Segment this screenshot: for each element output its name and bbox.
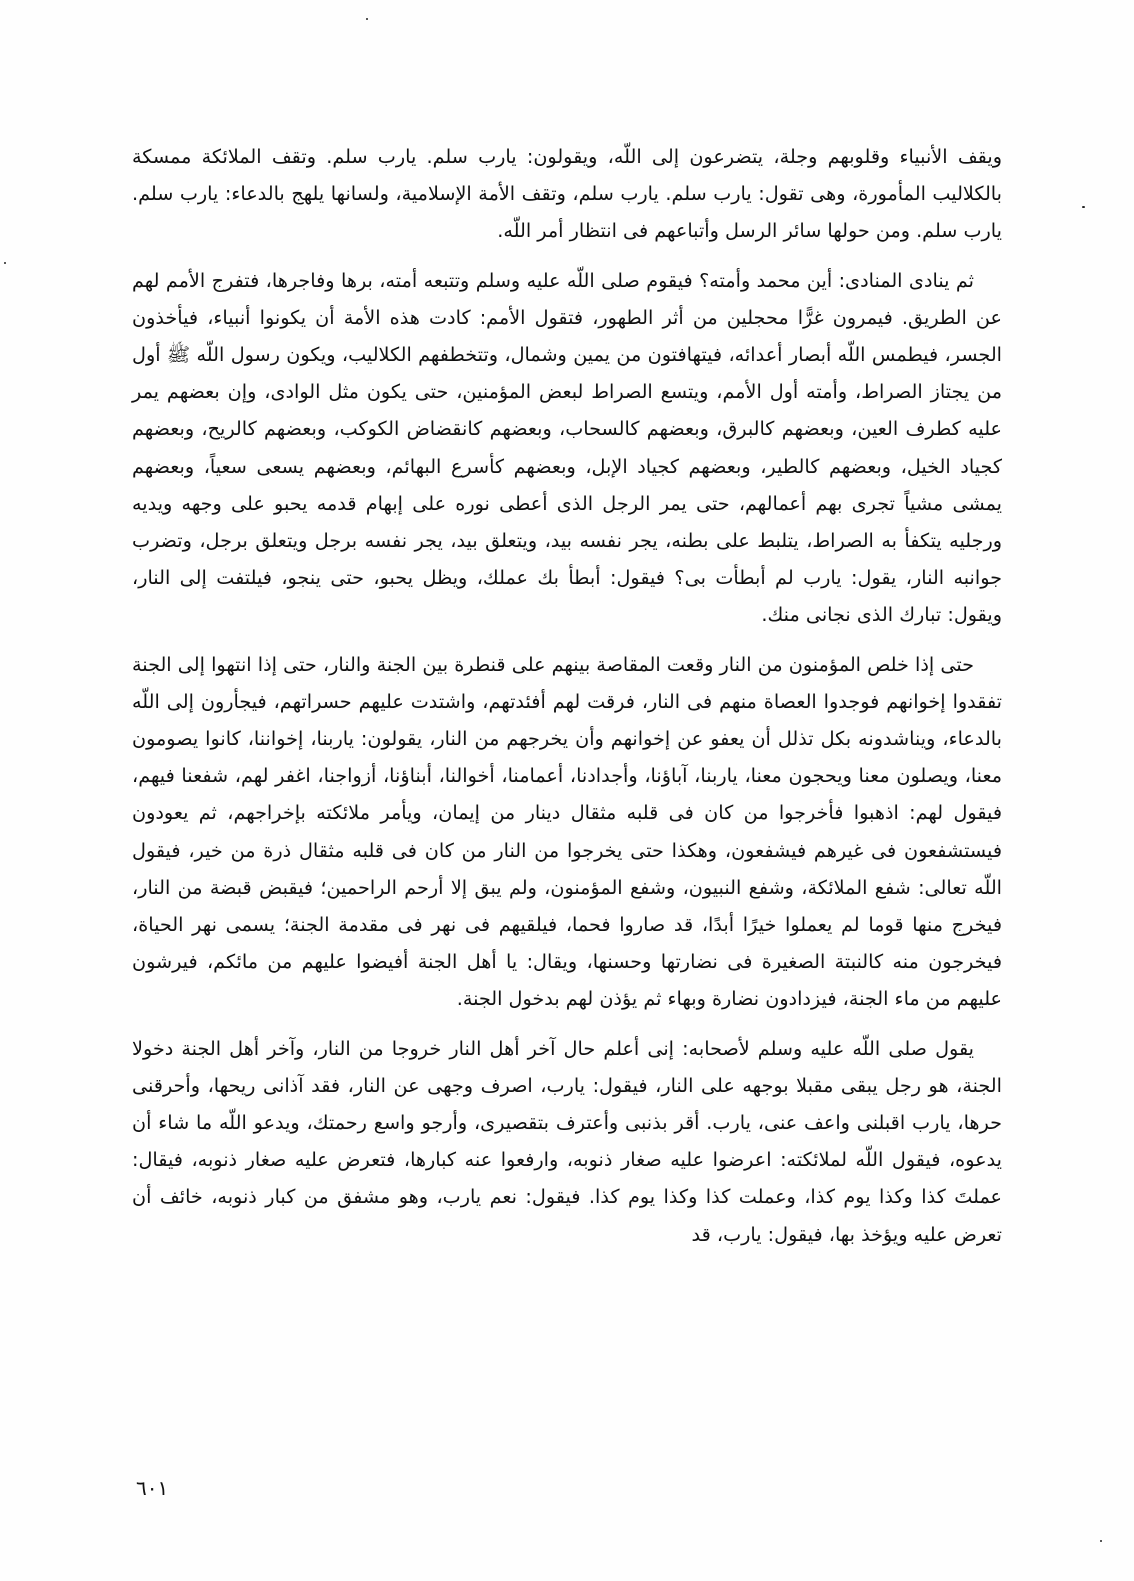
body-text — [132, 138, 1002, 1253]
scan-speck — [1100, 1540, 1102, 1542]
paragraph-4: يقول صلى اللّه عليه وسلم لأصحابه: إنى أعلم حال آخر أهل النار خروجا من النار، وآخر أهل الجنة دخولا الجنة، هو رجل يبقى مقبلا بوجهه على النار، فيقول: يارب، اصرف وجهى عن النار، فقد آذانى ريحها، وأحرقنى حرها، يارب اقبلنى واعف عنى، يارب. أقر بذنبى وأعترف بتقصيرى، وأرجو واسع رحمتك، ويدعو اللّه ما شاء أن يدعوه، فيقول اللّه لملائكته: اعرضوا عليه صغار ذنوبه، وارفعوا عنه كبارها، فتعرض عليه صغار ذنوبه، فيقال: عملتَ كذا وكذا يوم كذا، وعملت كذا وكذا يوم كذا. فيقول: نعم يارب، وهو مشفق من كبار ذنوبه، خائف أن تعرض عليه ويؤخذ بها، فيقول: يارب، قد — [132, 1036, 1002, 1246]
page-number: ٦٠١ — [136, 1476, 169, 1500]
paragraph-3: حتى إذا خلص المؤمنون من النار وقعت المقاصة بينهم على قنطرة بين الجنة والنار، حتى إذا انتهوا إلى الجنة تفقدوا إخوانهم فوجدوا العصاة منهم فى النار، فرقت لهم أفئدتهم، واشتدت عليهم حسراتهم، فيجأرون إلى اللّه بالدعاء، ويناشدونه بكل تذلل أن يعفو عن إخوانهم وأن يخرجهم من النار، يقولون: ياربنا، إخواننا، كانوا يصومون معنا، ويصلون معنا ويحجون معنا، ياربنا، آباؤنا، وأجدادنا، أعمامنا، أخوالنا، أبناؤنا، أزواجنا، اغفر لهم، شفعنا فيهم، فيقول لهم: اذهبوا فأخرجوا من كان فى قلبه مثقال دينار من إيمان، ويأمر ملائكته بإخراجهم، ثم يعودون فيستشفعون فى غيرهم فيشفعون، وهكذا حتى يخرجوا من النار من كان فى قلبه مثقال ذرة من خير، فيقول اللّه تعالى: شفع الملائكة، وشفع النبيون، وشفع المؤمنون، ولم يبق إلا أرحم الراحمين؛ فيقبض قبضة من النار، فيخرج منها قوما لم يعملوا خيرًا أبدًا، قد صاروا فحما، فيلقيهم فى نهر فى مقدمة الجنة؛ يسمى نهر الحياة، فيخرجون منه كالنبتة الصغيرة فى نضارتها وحسنها، ويقال: يا أهل الجنة أفيضوا عليهم من مائكم، فيرشون عليهم من ماء الجنة، فيزدادون نضارة وبهاء ثم يؤذن لهم بدخول الجنة. — [132, 652, 1002, 1011]
scan-speck — [1082, 206, 1085, 208]
scan-speck — [4, 262, 6, 264]
paragraph-2: ثم ينادى المنادى: أين محمد وأمته؟ فيقوم صلى اللّه عليه وسلم وتتبعه أمته، برها وفاجرها، فتفرج الأمم لهم عن الطريق. فيمرون غرًّا محجلين من أثر الطهور، فتقول الأمم: كادت هذه الأمة أن يكونوا أنبياء، فيأخذون الجسر، فيطمس اللّه أبصار أعدائه، فيتهافتون من يمين وشمال، وتتخطفهم الكلاليب، ويكون رسول اللّه ﷺ أول من يجتاز الصراط، وأمته أول الأمم، ويتسع الصراط لبعض المؤمنين، حتى يكون مثل الوادى، وإن بعضهم يمر عليه كطرف العين، وبعضهم كالبرق، وبعضهم كالسحاب، وبعضهم كانقضاض الكوكب، وبعضهم كالريح، وبعضهم كجياد الخيل، وبعضهم كالطير، وبعضهم كجياد الإبل، وبعضهم كأسرع البهائم، وبعضهم يسعى سعياً، وبعضهم يمشى مشياً تجرى بهم أعمالهم، حتى يمر الرجل الذى أعطى نوره على إبهام قدمه يحبو على وجهه ويديه ورجليه يتكفأ به الصراط، يتلبط على بطنه، يجر نفسه بيد، ويتعلق بيد، يجر نفسه برجل ويتعلق برجل، وتضرب جوانبه النار، يقول: يارب لم أبطأت بى؟ فيقول: أبطأ بك عملك، ويظل يحبو، حتى ينجو، فيلتفت إلى النار، ويقول: تبارك الذى نجانى منك. — [132, 268, 1002, 627]
scan-speck — [366, 18, 368, 20]
paragraph-1: ويقف الأنبياء وقلوبهم وجلة، يتضرعون إلى اللّه، ويقولون: يارب سلم. يارب سلم. وتقف الملائكة ممسكة بالكلاليب المأمورة، وهى تقول: يارب سلم. يارب سلم، وتقف الأمة الإسلامية، ولسانها يلهج بالدعاء: يارب سلم. يارب سلم. ومن حولها سائر الرسل وأتباعهم فى انتظار أمر اللّه. — [132, 145, 1002, 243]
